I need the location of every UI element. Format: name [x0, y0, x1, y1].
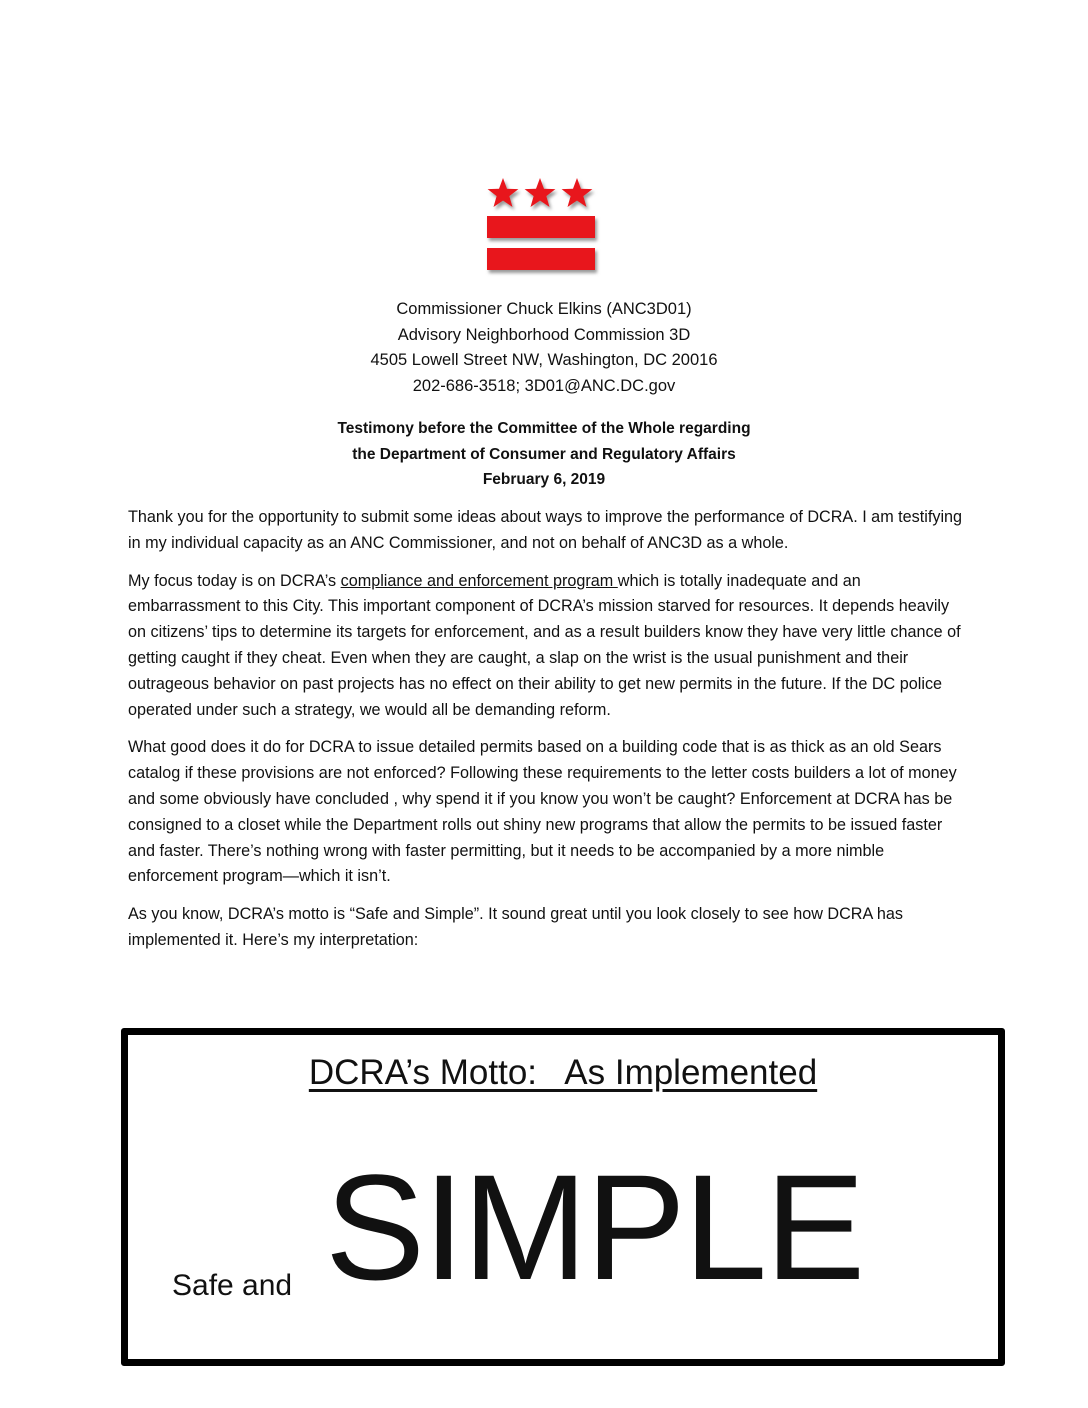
- commissioner-name: Commissioner Chuck Elkins (ANC3D01): [396, 300, 692, 318]
- testimony-body: [128, 505, 968, 966]
- motto-safe-text: Safe and: [172, 1269, 293, 1302]
- testimony-date: February 6, 2019: [482, 471, 606, 488]
- paragraph-focus-start: My focus today is on DCRA’s: [128, 571, 341, 590]
- testimony-title: [0, 416, 1088, 493]
- mailing-address: 4505 Lowell Street NW, Washington, DC 20016: [370, 351, 718, 369]
- title-line-2: the Department of Consumer and Regulatory Affairs: [352, 445, 736, 463]
- paragraph-intro: Thank you for the opportunity to submit some ideas about ways to improve the performance of DCRA. I am testifying in my individual capacity as an ANC Commissioner, and not on behalf of ANC3D as a whole.: [128, 508, 963, 552]
- motto-box: [121, 1028, 1005, 1366]
- compliance-program-underlined: compliance and enforcement program: [340, 571, 618, 590]
- flag-star-3: [562, 178, 593, 207]
- paragraph-focus: [128, 569, 968, 724]
- paragraph-enforcement: What good does it do for DCRA to issue detailed permits based on a building code that is as thick as an old Sears catalog if these provisions are not enforced? Following these requirements to the letter costs builders a lot of money and some obviously have concluded , why spend it if you know you won’t be caught? Enforcement at DCRA has be consigned to a closet while the Department rolls out shiny new programs that allow the permits to be issued faster and faster. There’s nothing wrong with faster permitting, but it needs to be accompanied by a more nimble enforcement program—which it isn’t.: [128, 738, 957, 886]
- letterhead: [0, 297, 1088, 399]
- title-line-1: Testimony before the Committee of the Whole regarding: [337, 420, 751, 437]
- flag-bar-2: [487, 248, 595, 270]
- flag-star-1: [488, 178, 519, 207]
- flag-bar-1: [487, 216, 595, 238]
- dc-flag-logo: [484, 176, 608, 280]
- motto-heading: DCRA’s Motto: As Implemented: [308, 1053, 818, 1092]
- commission-name: Advisory Neighborhood Commission 3D: [397, 325, 691, 344]
- paragraph-motto-intro: As you know, DCRA’s motto is “Safe and Simple”. It sound great until you look closely to see how DCRA has implemented it. Here’s my interpretation:: [128, 905, 903, 949]
- flag-star-2: [525, 178, 556, 207]
- contact-info: 202-686-3518; 3D01@ANC.DC.gov: [412, 376, 676, 395]
- motto-simple-text: SIMPLE: [325, 1143, 864, 1311]
- paragraph-focus-rest: which is totally inadequate and an embarrassment to this City. This important component of DCRA’s mission starved for resources. It depends heavily on citizens’ tips to determine its targets for enforcement, and as a result builders know they have very little chance of getting caught if they cheat. Even when they are caught, a slap on the wrist is the usual punishment and their outrageous behavior on past projects has no effect on their ability to get new permits in the future. If the DC police operated under such a strategy, we would all be demanding reform.: [128, 571, 961, 719]
